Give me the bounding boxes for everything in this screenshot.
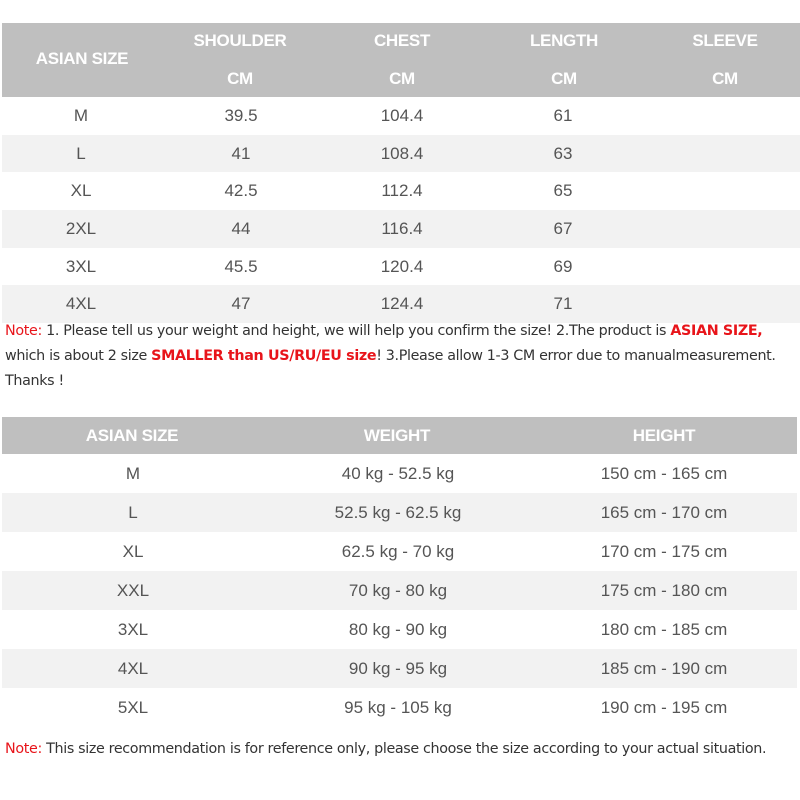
table-header <box>2 23 800 97</box>
header-chest: CHEST <box>373 31 431 50</box>
cell-size: M <box>125 463 141 483</box>
table-row <box>2 248 800 286</box>
note-text: ! 3.Please allow 1-3 CM error due to manualmeasurement. Thanks ! <box>5 348 776 389</box>
size-note <box>5 319 800 394</box>
cell-weight: 52.5 kg - 62.5 kg <box>334 502 462 522</box>
header-height: HEIGHT <box>632 426 696 445</box>
size-measurement-table <box>2 23 800 323</box>
cell-height: 150 cm - 165 cm <box>600 463 728 483</box>
cell-shoulder: 47 <box>231 294 251 314</box>
note-highlight-asian-size: ASIAN SIZE, <box>670 323 763 339</box>
cell-shoulder: 42.5 <box>224 181 258 201</box>
cell-weight: 80 kg - 90 kg <box>348 619 448 639</box>
cell-height: 185 cm - 190 cm <box>600 658 728 678</box>
cell-height: 180 cm - 185 cm <box>600 619 728 639</box>
table-row <box>2 532 797 571</box>
cell-size: 3XL <box>117 619 149 639</box>
cell-size: XL <box>70 181 92 201</box>
cell-height: 175 cm - 180 cm <box>600 580 728 600</box>
note-label: Note: <box>5 323 42 339</box>
table-row <box>2 493 797 532</box>
cell-chest: 116.4 <box>381 218 423 238</box>
cell-size: L <box>128 502 138 522</box>
header-asian-size: ASIAN SIZE <box>85 426 179 445</box>
table-header <box>2 417 797 454</box>
cell-shoulder: 45.5 <box>224 256 258 276</box>
cell-size: XL <box>122 541 144 561</box>
cell-height: 165 cm - 170 cm <box>600 502 728 522</box>
table-row <box>2 649 797 688</box>
cell-shoulder: 39.5 <box>224 105 258 125</box>
cell-shoulder: 44 <box>231 218 251 238</box>
header-shoulder: SHOULDER <box>193 31 287 50</box>
cell-size: M <box>73 105 89 125</box>
header-chest-unit: CM <box>389 69 415 88</box>
header-length: LENGTH <box>529 31 599 50</box>
note-highlight-smaller: SMALLER than US/RU/EU size <box>151 348 377 364</box>
cell-size: 4XL <box>117 658 149 678</box>
note-text: 1. Please tell us your weight and height, we will help you confirm the size! 2.The product is <box>41 323 671 339</box>
note-text: which is about 2 size <box>5 348 152 364</box>
header-weight: WEIGHT <box>363 426 431 445</box>
recommendation-note <box>5 737 795 762</box>
size-recommendation-table <box>2 417 797 727</box>
cell-size: L <box>76 143 86 163</box>
header-asian-size: ASIAN SIZE <box>35 49 129 68</box>
table-row <box>2 571 797 610</box>
table-row <box>2 610 797 649</box>
table-row <box>2 285 800 323</box>
header-sleeve: SLEEVE <box>692 31 758 50</box>
cell-height: 190 cm - 195 cm <box>600 697 728 717</box>
header-length-unit: CM <box>551 69 577 88</box>
cell-chest: 120.4 <box>380 256 424 276</box>
header-shoulder-unit: CM <box>227 69 253 88</box>
table-row <box>2 454 797 493</box>
table-row <box>2 688 797 727</box>
cell-chest: 112.4 <box>381 181 423 201</box>
cell-chest: 104.4 <box>380 105 424 125</box>
table-row <box>2 135 800 173</box>
cell-height: 170 cm - 175 cm <box>600 541 728 561</box>
cell-length: 71 <box>553 294 573 314</box>
table-row <box>2 210 800 248</box>
cell-weight: 40 kg - 52.5 kg <box>341 463 455 483</box>
cell-length: 67 <box>553 218 573 238</box>
cell-length: 69 <box>553 256 573 276</box>
cell-length: 63 <box>553 143 573 163</box>
cell-size: 3XL <box>65 256 97 276</box>
cell-chest: 108.4 <box>380 143 424 163</box>
cell-chest: 124.4 <box>380 294 424 314</box>
cell-size: 5XL <box>117 697 149 717</box>
cell-size: 4XL <box>65 294 97 314</box>
note-label: Note: <box>5 741 42 757</box>
cell-shoulder: 41 <box>231 143 251 163</box>
cell-weight: 62.5 kg - 70 kg <box>341 541 455 561</box>
note-text: This size recommendation is for reference only, please choose the size according to your actual situation. <box>41 741 767 757</box>
cell-weight: 95 kg - 105 kg <box>344 697 452 717</box>
cell-length: 61 <box>553 105 573 125</box>
table-row <box>2 97 800 135</box>
cell-length: 65 <box>553 181 573 201</box>
header-sleeve-unit: CM <box>712 69 738 88</box>
cell-weight: 90 kg - 95 kg <box>348 658 448 678</box>
table-row <box>2 172 800 210</box>
cell-weight: 70 kg - 80 kg <box>348 580 448 600</box>
cell-size: 2XL <box>65 218 97 238</box>
cell-size: XXL <box>116 580 150 600</box>
